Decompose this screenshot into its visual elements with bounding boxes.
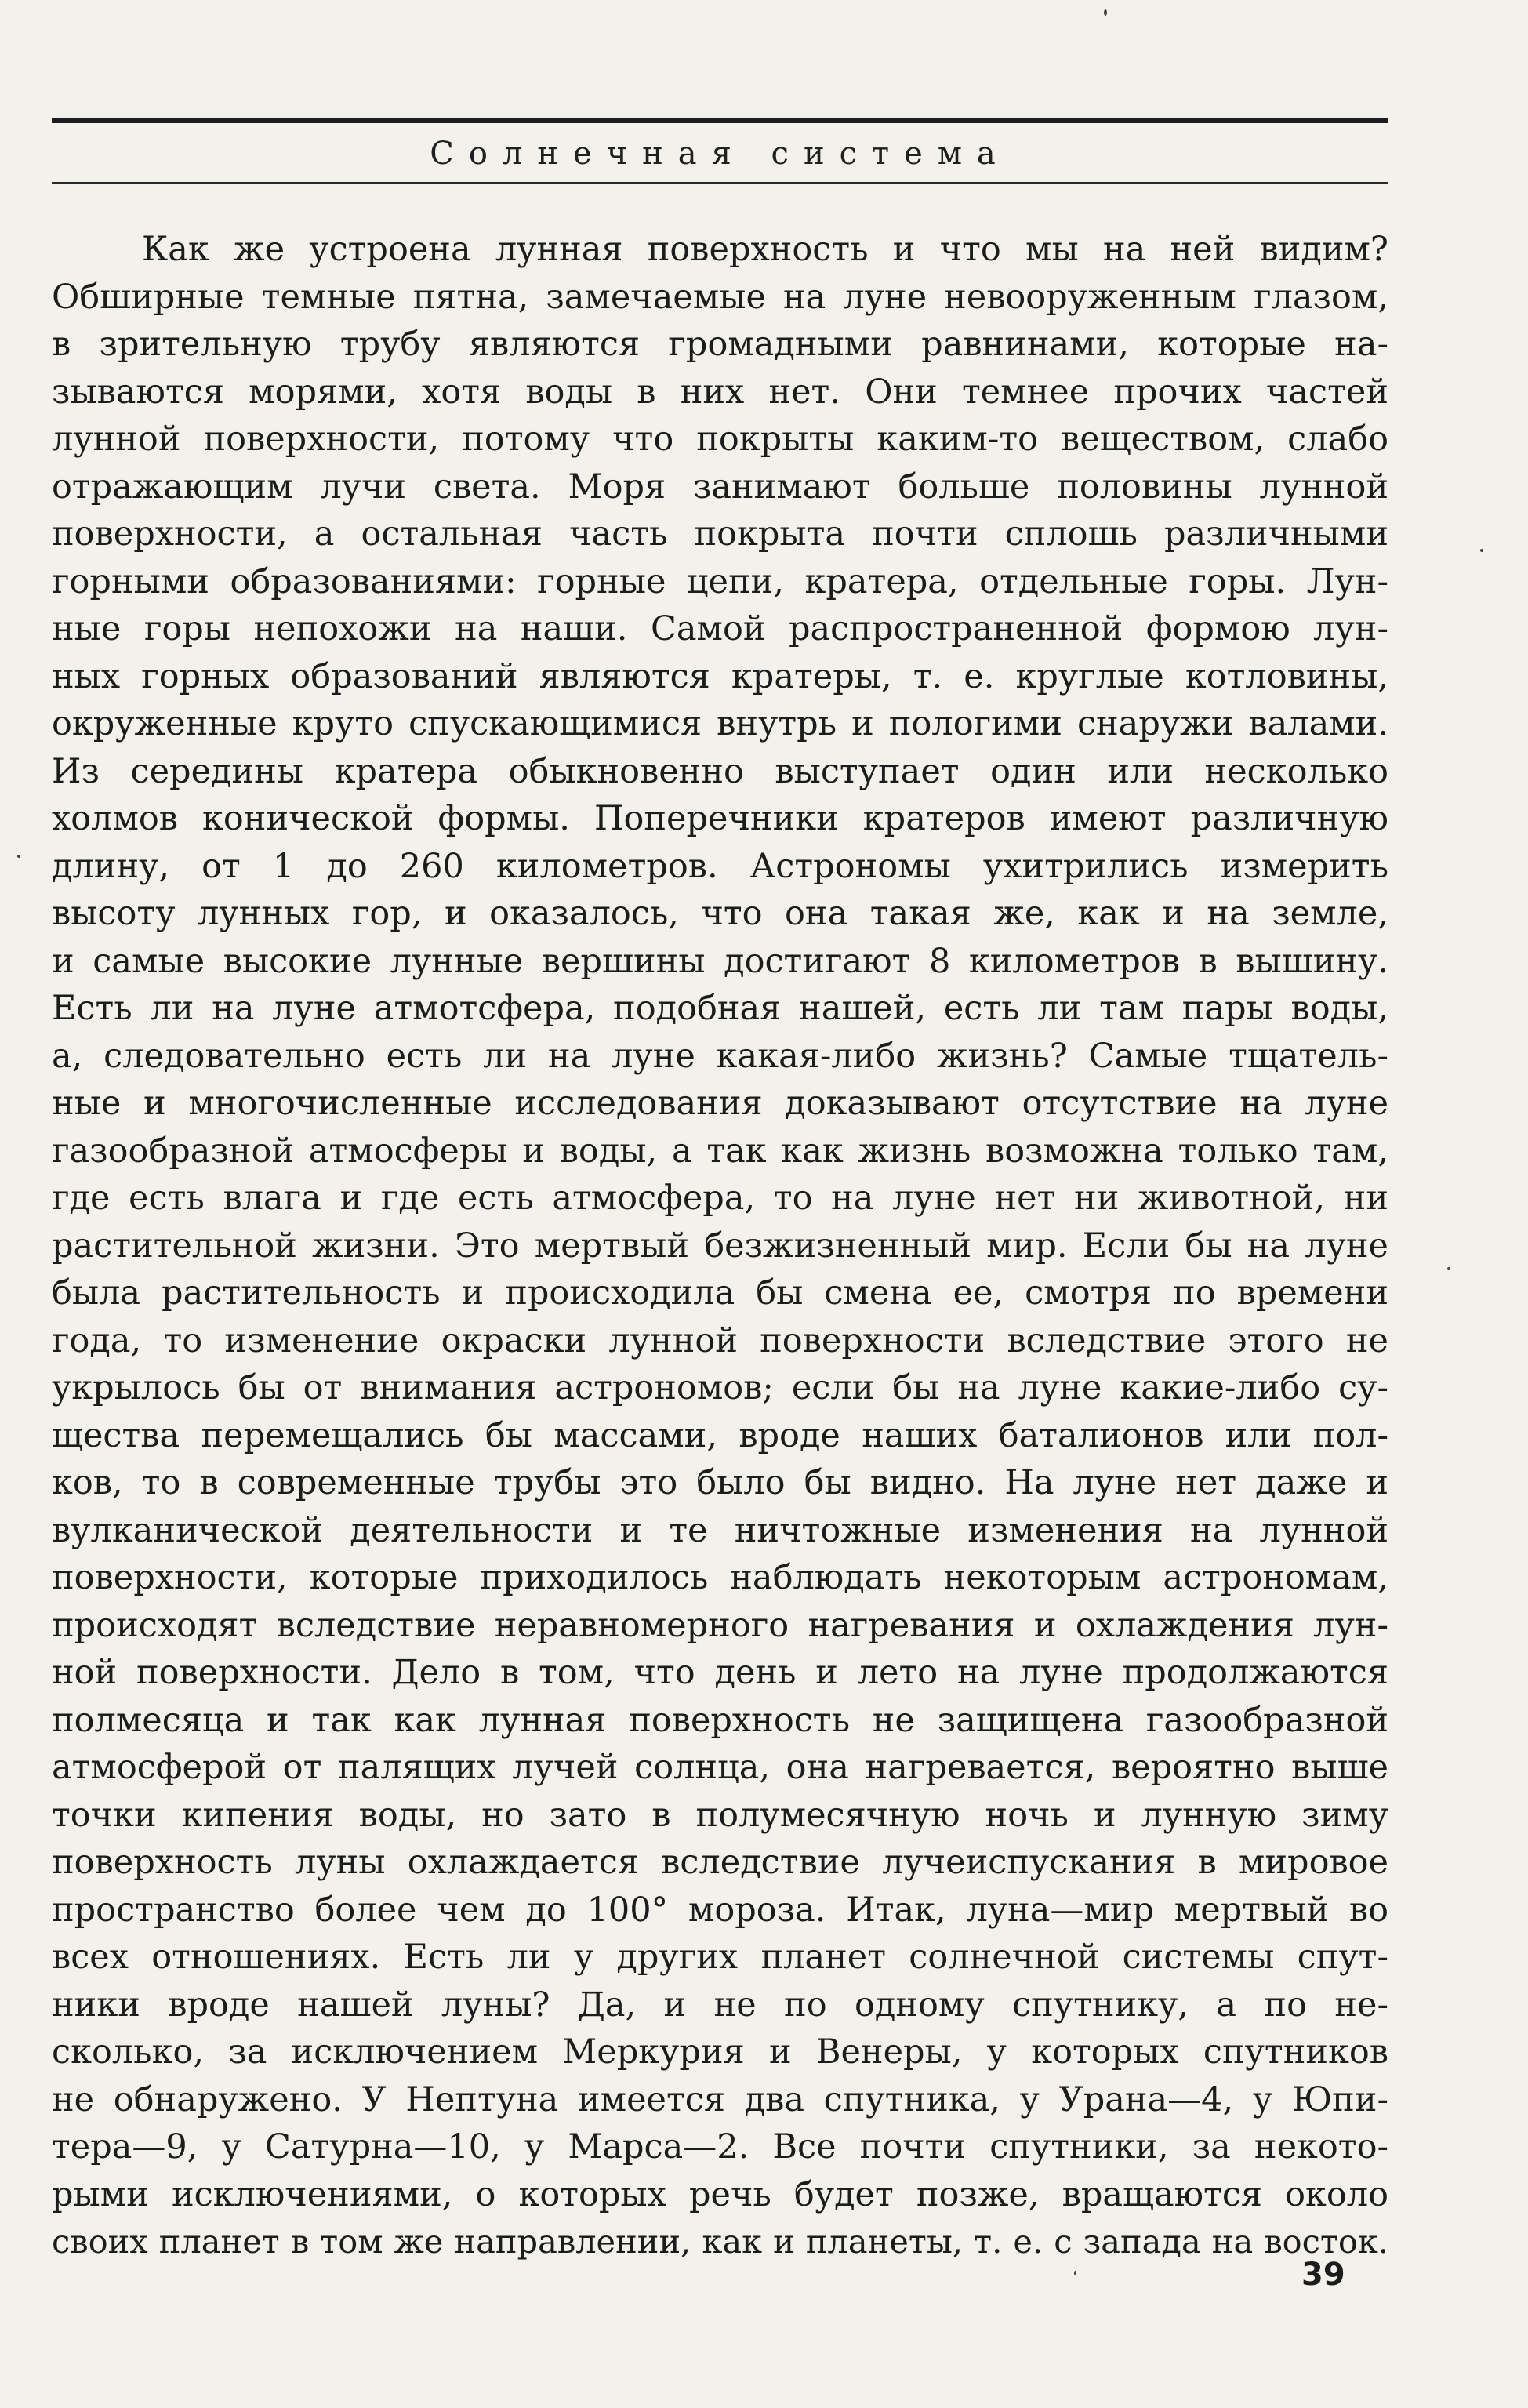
text-line: своих планет в том же направлении, как и планеты, т. е. с запада на восток. xyxy=(52,2222,1388,2261)
page-number: 39 xyxy=(1301,2257,1345,2293)
text-line: ники вроде нашей луны? Да, и не по одному спутнику, а по не- xyxy=(52,1985,1388,2025)
scan-speck xyxy=(1104,9,1107,16)
text-line: растительной жизни. Это мертвый безжизненный мир. Если бы на луне xyxy=(52,1226,1388,1266)
text-line: не обнаружено. У Нептуна имеется два спутника, у Урана—4, у Юпи- xyxy=(52,2079,1388,2119)
text-line: тера—9, у Сатурна—10, у Марса—2. Все почти спутники, за некото- xyxy=(52,2127,1388,2166)
text-line: газообразной атмосферы и воды, а так как жизнь возможна только там, xyxy=(52,1131,1388,1171)
text-line: щества перемещались бы массами, вроде наших баталионов или пол- xyxy=(52,1415,1388,1455)
text-line: Есть ли на луне атмотсфера, подобная нашей, есть ли там пары воды, xyxy=(52,989,1388,1028)
scan-speck xyxy=(1480,549,1483,552)
text-line: точки кипения воды, но зато в полумесячную ночь и лунную зиму xyxy=(52,1795,1388,1835)
header-rule-top xyxy=(52,118,1388,123)
text-line: холмов конической формы. Поперечники кратеров имеют различную xyxy=(52,799,1388,838)
text-line: ной поверхности. Дело в том, что день и лето на луне продолжаются xyxy=(52,1653,1388,1692)
text-line: окруженные круто спускающимися внутрь и пологими снаружи валами. xyxy=(52,704,1388,743)
running-head: Солнечная система xyxy=(430,136,1011,172)
text-line: зываются морями, хотя воды в них нет. Они темнее прочих частей xyxy=(52,372,1388,412)
text-line: Из середины кратера обыкновенно выступает один или несколько xyxy=(52,751,1388,791)
text-line: поверхности, которые приходилось наблюдать некоторым астрономам, xyxy=(52,1558,1388,1597)
text-line: ных горных образований являются кратеры, т. е. круглые котловины, xyxy=(52,656,1388,696)
text-line: высоту лунных гор, и оказалось, что она такая же, как и на земле, xyxy=(52,894,1388,933)
text-line: лунной поверхности, потому что покрыты каким-то веществом, слабо xyxy=(52,419,1388,459)
text-line: года, то изменение окраски лунной поверхности вследствие этого не xyxy=(52,1320,1388,1360)
text-line: Как же устроена лунная поверхность и что мы на ней видим? xyxy=(142,230,1388,269)
text-line: поверхности, а остальная часть покрыта почти сплошь различными xyxy=(52,514,1388,554)
scan-speck xyxy=(17,855,20,858)
text-line: где есть влага и где есть атмосфера, то на луне нет ни животной, ни xyxy=(52,1179,1388,1218)
text-line: была растительность и происходила бы смена ее, смотря по времени xyxy=(52,1273,1388,1313)
text-line: укрылось бы от внимания астрономов; если бы на луне какие-либо су- xyxy=(52,1368,1388,1407)
text-line: вулканической деятельности и те ничтожные изменения на лунной xyxy=(52,1510,1388,1550)
text-line: ные горы непохожи на наши. Самой распространенной формою лун- xyxy=(52,609,1388,648)
text-line: Обширные темные пятна, замечаемые на луне невооруженным глазом, xyxy=(52,277,1388,317)
text-line: ков, то в современные трубы это было бы видно. На луне нет даже и xyxy=(52,1463,1388,1502)
text-line: всех отношениях. Есть ли у других планет солнечной системы спут- xyxy=(52,1938,1388,1977)
text-line: атмосферой от палящих лучей солнца, она нагревается, вероятно выше xyxy=(52,1748,1388,1787)
scan-speck xyxy=(1447,1267,1450,1270)
text-line: полмесяца и так как лунная поверхность не защищена газообразной xyxy=(52,1700,1388,1740)
text-line: и самые высокие лунные вершины достигают 8 километров в вышину. xyxy=(52,941,1388,981)
body-text xyxy=(52,226,1388,2266)
text-line: отражающим лучи света. Моря занимают больше половины лунной xyxy=(52,467,1388,507)
text-line: длину, от 1 до 260 километров. Астрономы ухитрились измерить xyxy=(52,846,1388,886)
text-line: происходят вследствие неравномерного нагревания и охлаждения лун- xyxy=(52,1605,1388,1645)
text-line: рыми исключениями, о которых речь будет позже, вращаются около xyxy=(52,2174,1388,2214)
text-line: пространство более чем до 100° мороза. Итак, луна—мир мертвый во xyxy=(52,1890,1388,1930)
text-line: поверхность луны охлаждается вследствие лучеиспускания в мировое xyxy=(52,1843,1388,1882)
text-line: горными образованиями: горные цепи, кратера, отдельные горы. Лун- xyxy=(52,561,1388,601)
text-line: а, следовательно есть ли на луне какая-либо жизнь? Самые тщатель- xyxy=(52,1036,1388,1076)
text-line: ные и многочисленные исследования доказывают отсутствие на луне xyxy=(52,1084,1388,1123)
scan-speck xyxy=(1074,2271,1076,2275)
text-line: сколько, за исключением Меркурия и Венеры, у которых спутников xyxy=(52,2032,1388,2072)
header-rule-bottom xyxy=(52,182,1388,184)
text-line: в зрительную трубу являются громадными равнинами, которые на- xyxy=(52,325,1388,364)
